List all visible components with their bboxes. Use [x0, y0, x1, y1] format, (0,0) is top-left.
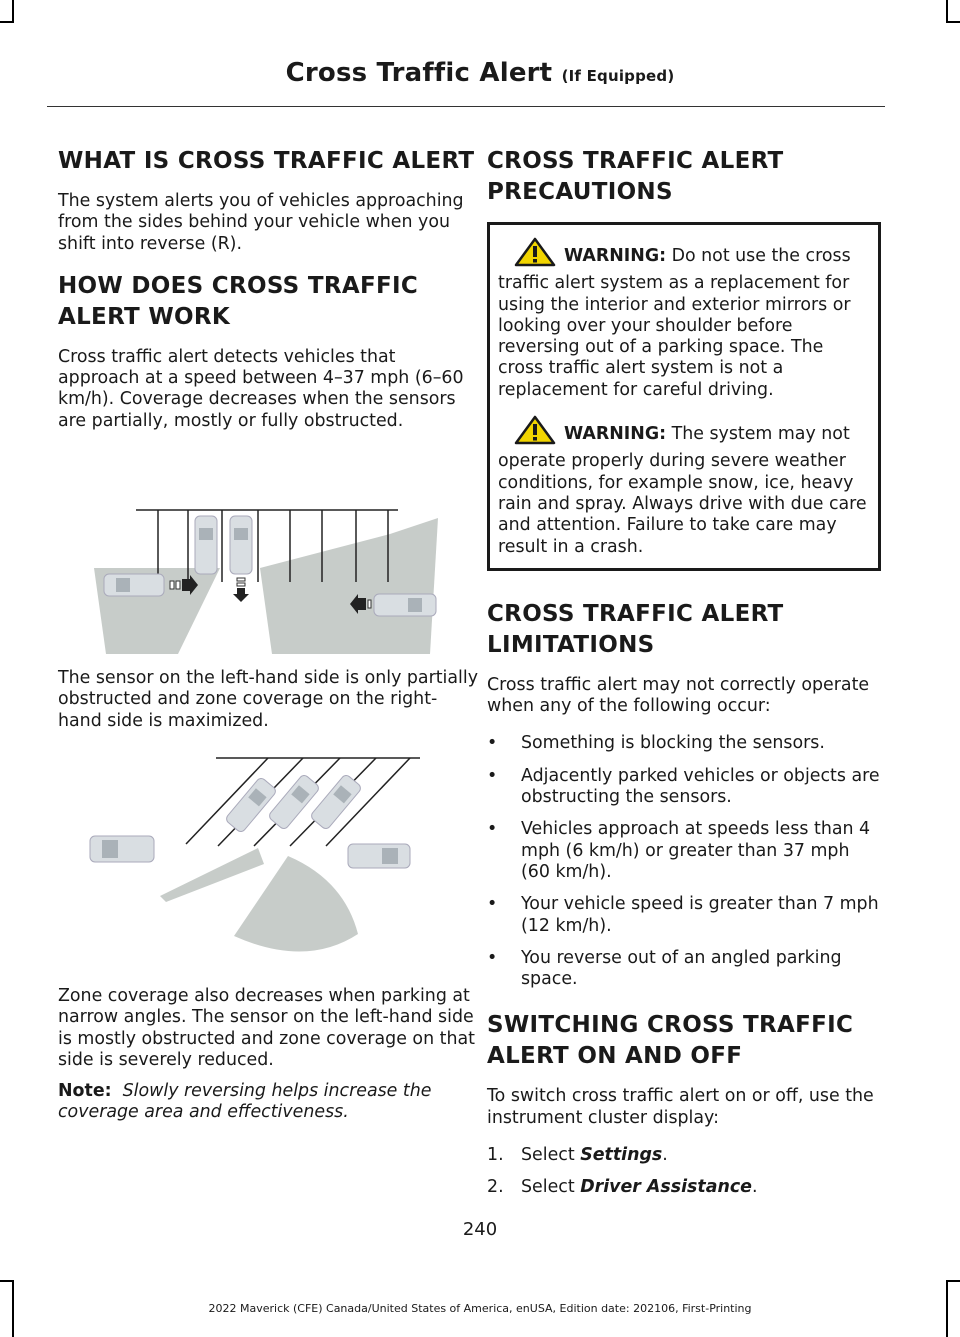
right-coverage-zone-angled — [234, 856, 358, 952]
crop-mark — [946, 1280, 960, 1282]
warning-2-text: The system may not operate properly during severe weather conditions, for example snow, ice, heavy rain and spray. Always drive with due care and attention. Failure to take care may result in a crash. — [498, 424, 867, 557]
warning-1-text: Do not use the cross traffic alert system as a replacement for using the interior and exterior mirrors or looking over your shoulder before reversing out of a parking space. The cross traffic alert system is not a replacement for careful driving. — [498, 246, 851, 400]
step-item: 1. Select Settings. — [487, 1145, 668, 1166]
paragraph-switching: To switch cross traffic alert on or off, use the instrument cluster display: — [487, 1086, 874, 1128]
footer: 2022 Maverick (CFE) Canada/United States of America, enUSA, Edition date: 202106, First-Printing — [208, 1302, 752, 1315]
paragraph-limitations: Cross traffic alert may not correctly operate when any of the following occur: — [487, 674, 870, 717]
note — [58, 1081, 478, 1124]
crop-mark — [12, 0, 14, 22]
header-rule — [47, 106, 885, 107]
menu-item-settings: Settings — [580, 1145, 663, 1166]
paragraph-partial-obstruction: The sensor on the left-hand side is only partially obstructed and zone coverage on the right-hand side is maximized. — [58, 668, 478, 731]
warning-box — [487, 222, 881, 571]
figure-narrow-angle — [58, 748, 478, 970]
section-heading-limitations: CROSS TRAFFIC ALERT LIMITATIONS — [487, 600, 784, 658]
list-item: • You reverse out of an angled parking space. — [487, 947, 842, 990]
warning-1 — [498, 237, 870, 401]
list-item: • Something is blocking the sensors. — [487, 733, 825, 754]
section-heading-switching: SWITCHING CROSS TRAFFIC ALERT ON AND OFF — [487, 1012, 854, 1070]
left-coverage-zone-narrow — [160, 848, 264, 902]
own-vehicle — [230, 516, 252, 574]
crossing-car-right — [374, 594, 436, 616]
warning-1-label: WARNING: — [564, 246, 667, 266]
warning-2-label: WARNING: — [564, 424, 667, 445]
right-coverage-zone-edge — [390, 518, 438, 654]
right-column — [487, 146, 881, 1210]
section-heading-what-is: WHAT IS CROSS TRAFFIC ALERT — [58, 148, 475, 174]
parked-car-left — [195, 516, 217, 574]
list-item: • Your vehicle speed is greater than 7 mph (12 km/h). — [487, 894, 879, 936]
menu-item-driver-assistance: Driver Assistance — [580, 1177, 752, 1198]
step-item: 2. Select Driver Assistance. — [487, 1177, 758, 1198]
note-text: Slowly reversing helps increase the coverage area and effectiveness. — [58, 1081, 432, 1123]
crop-mark — [0, 21, 14, 23]
header-subtitle: (If Equipped) — [561, 67, 675, 85]
paragraph-detection: Cross traffic alert detects vehicles that approach at a speed between 4–37 mph (6–60 km/h). Coverage decreases when the sensors are partially, mostly or fully obstructed. — [58, 346, 464, 431]
warning-2 — [498, 415, 870, 558]
right-coverage-zone — [260, 534, 390, 654]
coverage-diagram-angled — [58, 748, 478, 970]
crop-mark — [0, 1280, 14, 1282]
page-number: 240 — [462, 1219, 498, 1240]
paragraph-intro: The system alerts you of vehicles approaching from the sides behind your vehicle when you shift into reverse (R). — [58, 191, 464, 254]
section-heading-precautions: CROSS TRAFFIC ALERT PRECAUTIONS — [487, 148, 784, 205]
crossing-car-left — [90, 836, 154, 862]
angled-car-1 — [225, 776, 278, 833]
crossing-car-right — [348, 844, 410, 868]
warning-triangle-icon — [514, 415, 556, 451]
arrow-down-icon — [233, 578, 249, 602]
crossing-car-left — [104, 574, 164, 596]
limitations-list — [487, 733, 881, 990]
figure-partial-obstruction — [58, 448, 478, 656]
steps-list — [487, 1145, 881, 1199]
header-title: Cross Traffic Alert — [285, 58, 553, 88]
warning-triangle-icon — [514, 237, 556, 273]
crop-mark — [946, 21, 960, 23]
page-header — [0, 58, 960, 88]
crop-mark — [946, 0, 948, 22]
coverage-diagram-straight — [58, 448, 478, 656]
list-item: • Adjacently parked vehicles or objects are obstructing the sensors. — [487, 765, 880, 808]
left-column — [58, 146, 478, 1140]
note-label: Note: — [58, 1081, 112, 1102]
section-heading-how-it-works: HOW DOES CROSS TRAFFIC ALERT WORK — [58, 272, 419, 330]
list-item: • Vehicles approach at speeds less than 4 mph (6 km/h) or greater than 37 mph (60 km/h). — [487, 819, 871, 882]
paragraph-narrow-angle: Zone coverage also decreases when parking at narrow angles. The sensor on the left-hand side is mostly obstructed and zone coverage on that side is severely reduced. — [58, 985, 475, 1070]
